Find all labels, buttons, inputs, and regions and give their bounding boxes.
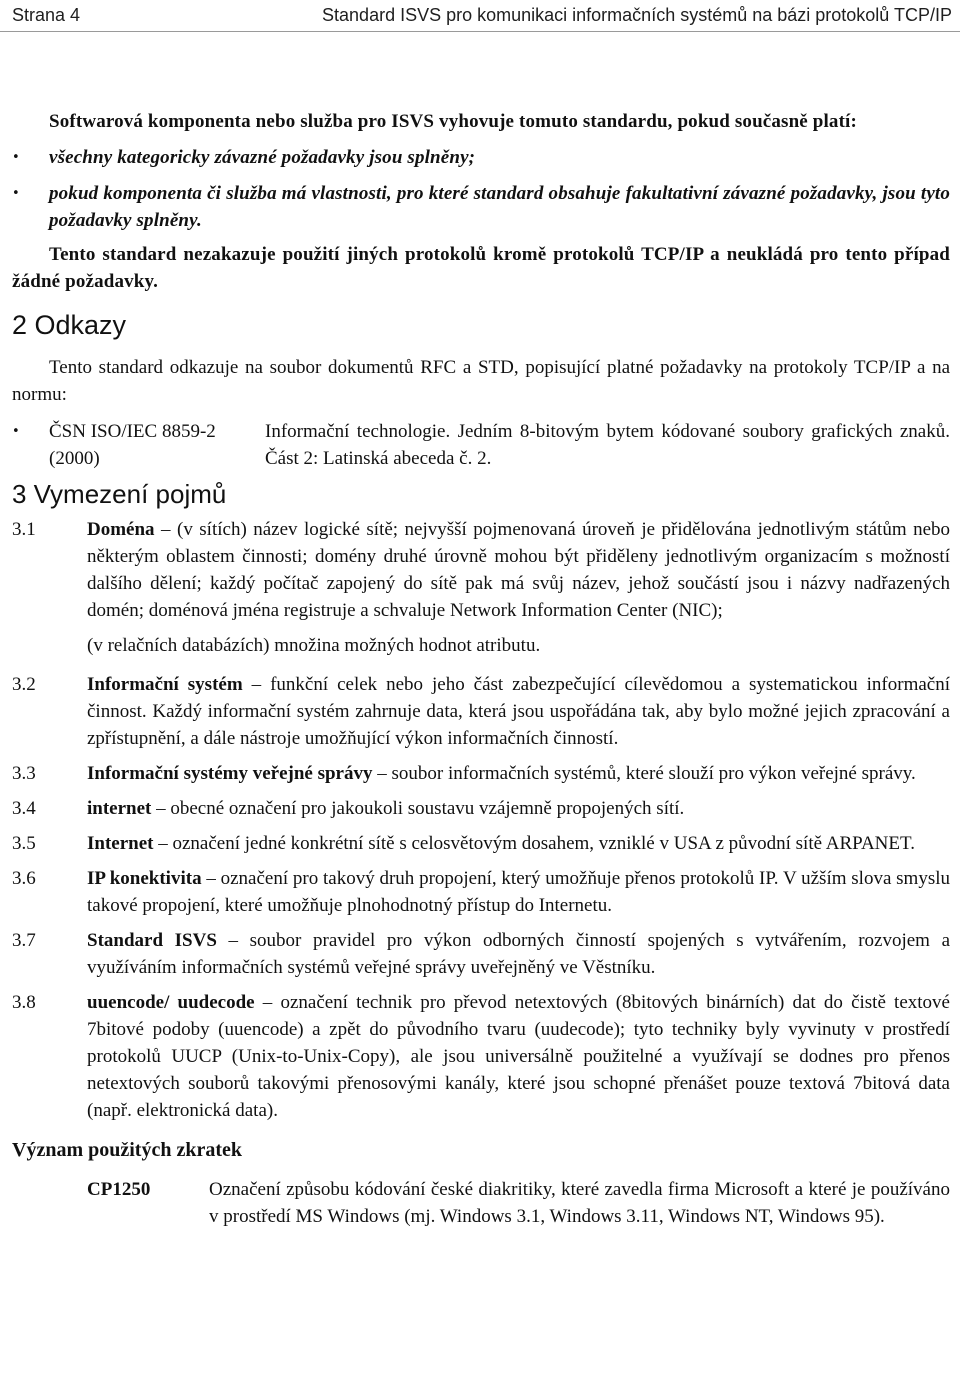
page-body	[12, 108, 950, 1230]
definition-term: Standard ISVS	[87, 930, 217, 951]
norm-code: ČSN ISO/IEC 8859-2 (2000)	[49, 421, 216, 469]
definition-item	[12, 927, 950, 981]
abbreviations-heading: Význam použitých zkratek	[12, 1139, 242, 1161]
section-heading-references: 2 Odkazy	[12, 310, 127, 340]
definition-text: – označení jedné konkrétní sítě s celosvětovým dosahem, vzniklé v USA z původní sítě ARPANET.	[153, 833, 915, 854]
abbreviation-item	[12, 1176, 950, 1230]
page-number: Strana 4	[12, 5, 81, 25]
norm-reference	[12, 418, 950, 472]
definition-text: – označení pro takový druh propojení, který umožňuje přenos protokolů IP. V užším slova smyslu takové propojení, které umožňuje plnohodnotný přístup do Internetu.	[87, 868, 950, 916]
definition-term: Internet	[87, 833, 154, 854]
definition-term: uuencode/ uudecode	[87, 992, 255, 1013]
definition-number: 3.1	[12, 519, 36, 540]
abbreviation-description: Označení způsobu kódování české diakritiky, které zavedla firma Microsoft a které je používáno v prostředí MS Windows (mj. Windows 3.1, Windows 3.11, Windows NT, Windows 95).	[209, 1179, 950, 1227]
conformance-lead: Softwarová komponenta nebo služba pro ISVS vyhovuje tomuto standardu, pokud současně platí:	[49, 111, 857, 132]
definition-number: 3.5	[12, 833, 36, 854]
definition-text: – funkční celek nebo jeho část zabezpečující cílevědomou a systematickou informační činnost. Každý informační systém zahrnuje data, která jsou uspořádána tak, aby bylo možné jejich zpracování a zpřístupnění, a dále nástroje umožňující výkon informačních činností.	[87, 674, 950, 749]
definition-text: – obecné označení pro jakoukoli soustavu vzájemně propojených sítí.	[151, 798, 685, 819]
definition-number: 3.6	[12, 868, 36, 889]
definition-term: IP konektivita	[87, 868, 202, 889]
domain-note: (v relačních databázích) množina možných hodnot atributu.	[87, 635, 541, 656]
definition-term: Informační systémy veřejné správy	[87, 763, 373, 784]
norm-description: Informační technologie. Jedním 8-bitovým bytem kódované soubory grafických znaků. Část 2: Latinská abeceda č. 2.	[265, 421, 950, 469]
definition-text: – soubor informačních systémů, které slouží pro výkon veřejné správy.	[372, 763, 916, 784]
definition-term: Informační systém	[87, 674, 243, 695]
definition-text: – (v sítích) název logické sítě; nejvyšší pojmenovaná úroveň je přidělována jednotlivým státům nebo některým oblastem činnosti; domény druhé úrovně mohou být přiděleny jednotlivým organizacím s možností dalšího dělení; každý počítač zapojený do sítě pak má svůj název, jehož součástí jsou i názvy nadřazených domén; doménová jména registruje a schvaluje Network Information Center (NIC);	[87, 519, 950, 621]
header-divider	[0, 31, 960, 32]
definition-item	[12, 671, 950, 752]
definition-number: 3.4	[12, 798, 36, 819]
definition-item	[12, 760, 950, 787]
bullet-icon: •	[12, 186, 20, 201]
list-item: • všechny kategoricky závazné požadavky jsou splněny;	[12, 144, 950, 171]
section-heading-definitions: 3 Vymezení pojmů	[12, 479, 227, 509]
definition-item	[12, 830, 950, 857]
definition-number: 3.2	[12, 674, 36, 695]
list-item: • pokud komponenta či služba má vlastnosti, pro které standard obsahuje fakultativní závazné požadavky, jsou tyto požadavky splněny.	[12, 180, 950, 234]
conformance-note: Tento standard nezakazuje použití jiných protokolů kromě protokolů TCP/IP a neukládá pro tento případ žádné požadavky.	[12, 244, 950, 292]
definition-text: – soubor pravidel pro výkon odborných činností spojených s vytvářením, rozvojem a využíváním informačních systémů veřejné správy uveřejněný ve Věstníku.	[87, 930, 950, 978]
definition-item	[12, 795, 950, 822]
definition-item	[12, 865, 950, 919]
document-title: Standard ISVS pro komunikaci informačních systémů na bázi protokolů TCP/IP	[322, 5, 952, 25]
definition-term: Doména	[87, 519, 155, 540]
references-text: Tento standard odkazuje na soubor dokumentů RFC a STD, popisující platné požadavky na protokoly TCP/IP a na normu:	[12, 357, 950, 405]
abbreviation-code: CP1250	[87, 1179, 151, 1200]
bullet-icon: •	[12, 150, 20, 165]
definition-term: internet	[87, 798, 152, 819]
definition-item	[12, 989, 950, 1124]
definition-number: 3.3	[12, 763, 36, 784]
definition-number: 3.7	[12, 930, 36, 951]
definition-item	[12, 516, 950, 624]
bullet-icon: •	[12, 424, 20, 439]
page-header	[12, 3, 952, 29]
definition-number: 3.8	[12, 992, 36, 1013]
definition-text: – označení technik pro převod netextových (8bitových binárních) dat do čistě textové 7bitové podoby (uuencode) a zpět do původního tvaru (uudecode); tyto techniky byly vyvinuty v prostředí protokolů UUCP (Unix-to-Unix-Copy), ale jsou universálně použitelné a využívají se dodnes pro přenos netextových souborů takovými přenosovými kanály, které jsou schopné přenášet pouze textová 7bitová data (např. elektronická data).	[87, 992, 950, 1121]
